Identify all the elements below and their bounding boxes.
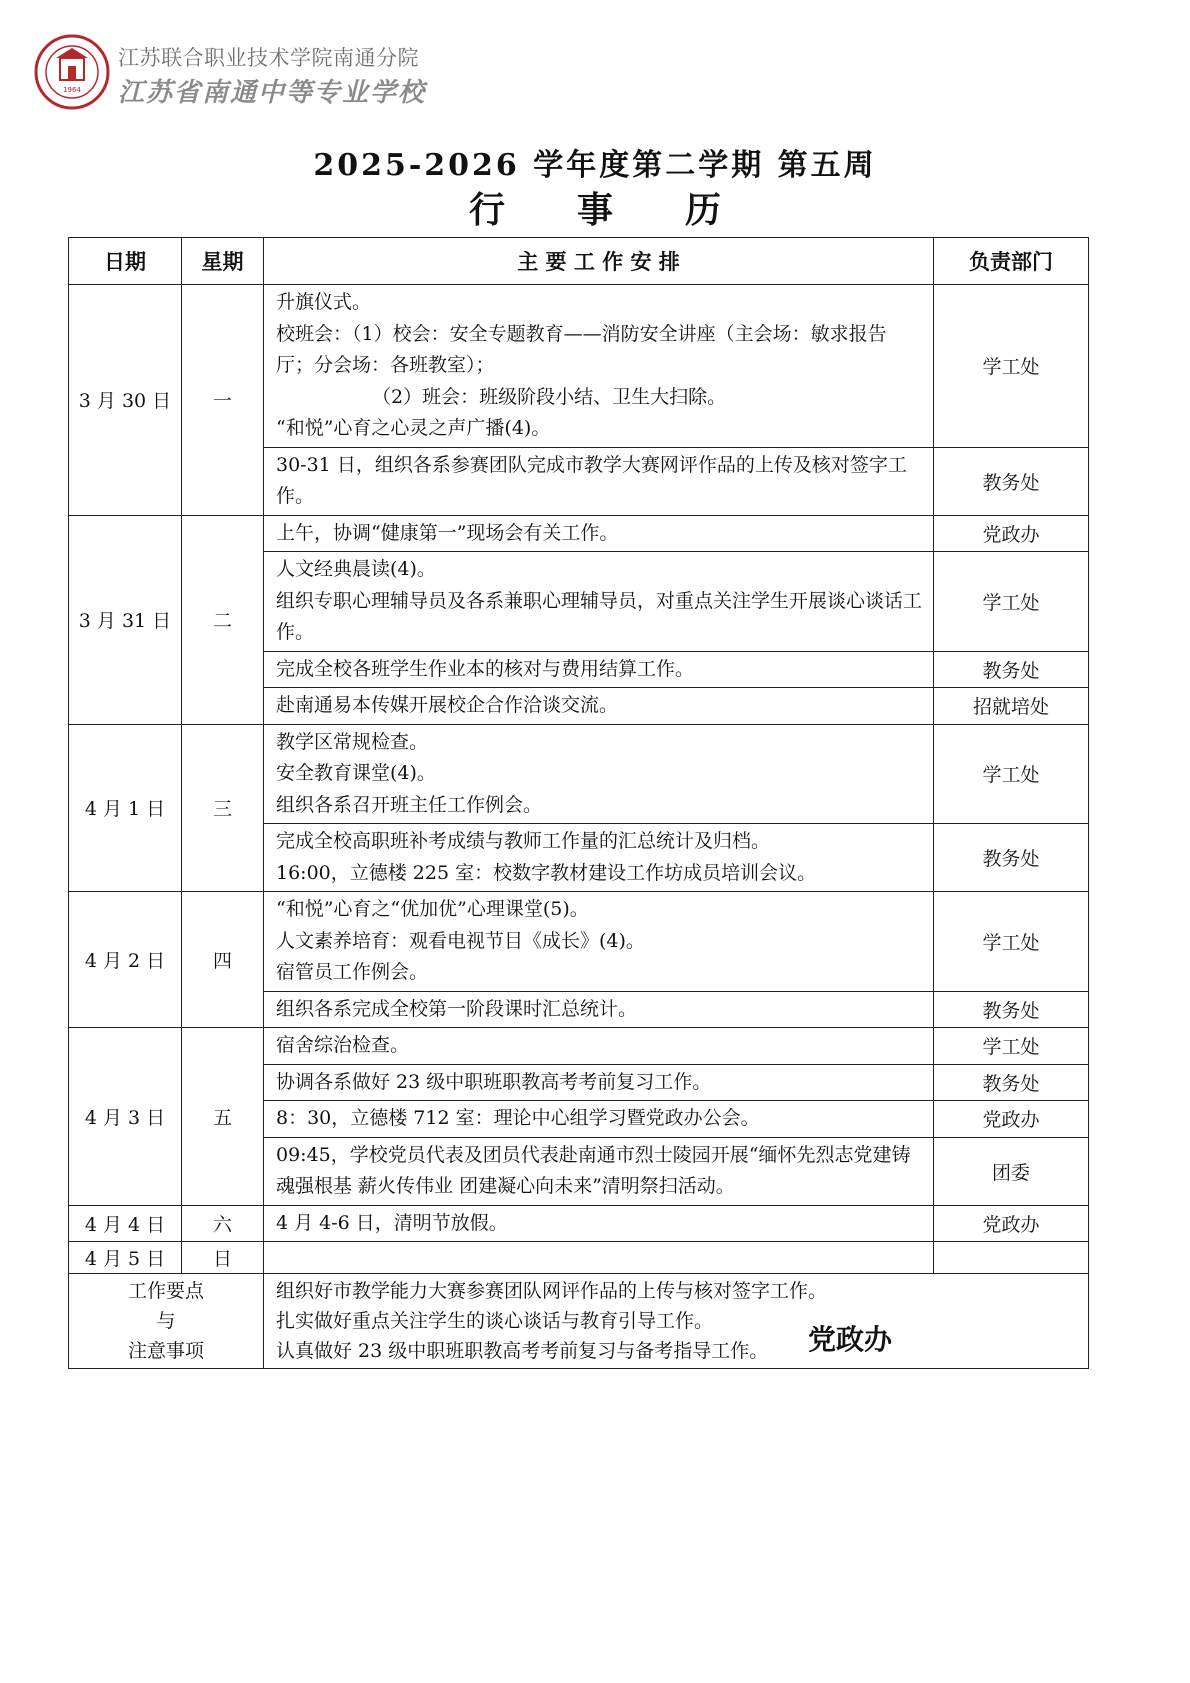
task-line: “和悦”心育之心灵之声广播(4)。 (276, 417, 551, 439)
dept-cell: 教务处 (934, 991, 1089, 1028)
dept-cell: 教务处 (934, 1064, 1089, 1101)
notes-content (264, 1274, 1089, 1369)
notes-line: 组织好市教学能力大赛参赛团队网评作品的上传与核对签字工作。 (276, 1280, 828, 1302)
task-cell (264, 824, 934, 892)
date-cell: 3 月 30 日 (69, 285, 182, 516)
dept-cell: 招就培处 (934, 688, 1089, 725)
notes-label (69, 1274, 264, 1369)
school-name-primary: 江苏联合职业技术学院南通分院 (118, 46, 419, 70)
dept-cell: 学工处 (934, 892, 1089, 992)
header-task: 主 要 工 作 安 排 (264, 238, 934, 285)
task-line: 人文经典晨读(4)。 (276, 558, 436, 580)
weekly-schedule-table (68, 237, 1089, 1369)
task-line: 完成全校高职班补考成绩与教师工作量的汇总统计及归档。 (276, 830, 771, 852)
date-cell: 4 月 1 日 (69, 724, 182, 892)
dept-cell: 学工处 (934, 285, 1089, 448)
dept-cell: 党政办 (934, 1101, 1089, 1138)
date-cell: 4 月 3 日 (69, 1028, 182, 1206)
subtitle-char: 行 (468, 189, 505, 231)
seal-year: 1964 (63, 86, 81, 94)
weekday-cell: 三 (182, 724, 264, 892)
notes-line: 扎实做好重点关注学生的谈心谈话与教育引导工作。 (276, 1310, 714, 1332)
weekday-cell: 六 (182, 1205, 264, 1242)
weekday-cell: 四 (182, 892, 264, 1028)
task-line: 宿管员工作例会。 (276, 961, 429, 983)
task-line: 宿舍综治检查。 (276, 1034, 410, 1056)
header-weekday: 星期 (182, 238, 264, 285)
notes-line: 认真做好 23 级中职班职教高考考前复习与备考指导工作。 (276, 1340, 769, 1362)
weekday-cell: 日 (182, 1242, 264, 1274)
task-line: 完成全校各班学生作业本的核对与费用结算工作。 (276, 657, 695, 680)
task-cell (264, 552, 934, 652)
task-cell (264, 1101, 934, 1138)
dept-cell: 学工处 (934, 552, 1089, 652)
task-line: 教学区常规检查。 (276, 730, 429, 753)
task-cell (264, 651, 934, 688)
dept-cell: 党政办 (934, 515, 1089, 552)
header-dept: 负责部门 (934, 238, 1089, 285)
table-row (69, 285, 1089, 448)
task-cell (264, 1242, 934, 1274)
task-cell (264, 1205, 934, 1242)
task-line: 赴南通易本传媒开展校企合作洽谈交流。 (276, 694, 619, 716)
notes-label-line: 工作要点 (127, 1280, 204, 1302)
task-line: 人文素养培育：观看电视节目《成长》(4)。 (276, 929, 645, 952)
task-line: 组织各系召开班主任工作例会。 (276, 793, 543, 816)
task-line: （2）班会：班级阶段小结、卫生大扫除。 (372, 385, 727, 408)
notes-label-line: 与 (156, 1310, 176, 1332)
task-line: 升旗仪式。 (276, 291, 372, 313)
table-row (69, 1028, 1089, 1065)
school-header (34, 34, 454, 114)
task-line: 组织各系完成全校第一阶段课时汇总统计。 (276, 997, 638, 1020)
weekday-cell: 一 (182, 285, 264, 516)
subtitle-char: 事 (576, 189, 613, 231)
task-cell (264, 724, 934, 824)
task-line: “和悦”心育之“优加优”心理课堂(5)。 (276, 898, 589, 920)
dept-cell: 学工处 (934, 724, 1089, 824)
notes-label-line: 注意事项 (127, 1340, 204, 1362)
date-cell: 4 月 5 日 (69, 1242, 182, 1274)
task-line: 30-31 日，组织各系参赛团队完成市教学大赛网评作品的上传及核对签字工作。 (276, 453, 907, 507)
task-line: 协调各系做好 23 级中职班职教高考考前复习工作。 (276, 1070, 712, 1093)
task-cell (264, 1064, 934, 1101)
dept-cell: 党政办 (934, 1205, 1089, 1242)
weekday-cell: 五 (182, 1028, 264, 1206)
dept-cell: 教务处 (934, 824, 1089, 892)
task-cell (264, 892, 934, 992)
task-line: 8：30，立德楼 712 室：理论中心组学习暨党政办公会。 (276, 1107, 760, 1129)
school-seal-logo (34, 34, 110, 110)
dept-cell: 教务处 (934, 651, 1089, 688)
task-line: 校班会：（1）校会：安全专题教育——消防安全讲座（主会场：敏求报告厅；分会场：各班教室）； (276, 322, 887, 376)
date-cell: 3 月 31 日 (69, 515, 182, 724)
table-row (69, 724, 1089, 824)
document-title: 2025-2026 学年度第二学期 第五周 (313, 148, 877, 183)
weekday-cell: 二 (182, 515, 264, 724)
subtitle-char: 历 (685, 189, 722, 231)
task-cell (264, 285, 934, 448)
task-line: 4 月 4-6 日，清明节放假。 (276, 1211, 508, 1234)
table-row (69, 1242, 1089, 1274)
dept-cell (934, 1242, 1089, 1274)
document-subtitle (0, 182, 1190, 233)
task-cell (264, 515, 934, 552)
dept-cell: 团委 (934, 1137, 1089, 1205)
task-line: 安全教育课堂(4)。 (276, 762, 436, 784)
table-header-row (69, 238, 1089, 285)
task-line: 09:45，学校党员代表及团员代表赴南通市烈士陵园开展“缅怀先烈志党建铸魂强根基 薪火传伟业 团建凝心向未来”清明祭扫活动。 (276, 1143, 911, 1197)
task-line: 16:00，立德楼 225 室：校数字教材建设工作坊成员培训会议。 (276, 861, 817, 884)
school-name-secondary: 江苏省南通中等专业学校 (118, 78, 427, 108)
task-line: 上午，协调“健康第一”现场会有关工作。 (276, 521, 619, 544)
task-line: 组织专职心理辅导员及各系兼职心理辅导员，对重点关注学生开展谈心谈话工作。 (276, 589, 923, 643)
header-date: 日期 (69, 238, 182, 285)
issuer-signature: 党政办 (808, 1323, 893, 1356)
date-cell: 4 月 4 日 (69, 1205, 182, 1242)
task-cell (264, 1028, 934, 1065)
dept-cell: 教务处 (934, 447, 1089, 515)
task-cell (264, 688, 934, 725)
task-cell (264, 1137, 934, 1205)
date-cell: 4 月 2 日 (69, 892, 182, 1028)
table-row (69, 1205, 1089, 1242)
task-cell (264, 991, 934, 1028)
table-row (69, 892, 1089, 992)
table-row (69, 515, 1089, 552)
task-cell (264, 447, 934, 515)
notes-row (69, 1274, 1089, 1369)
dept-cell: 学工处 (934, 1028, 1089, 1065)
